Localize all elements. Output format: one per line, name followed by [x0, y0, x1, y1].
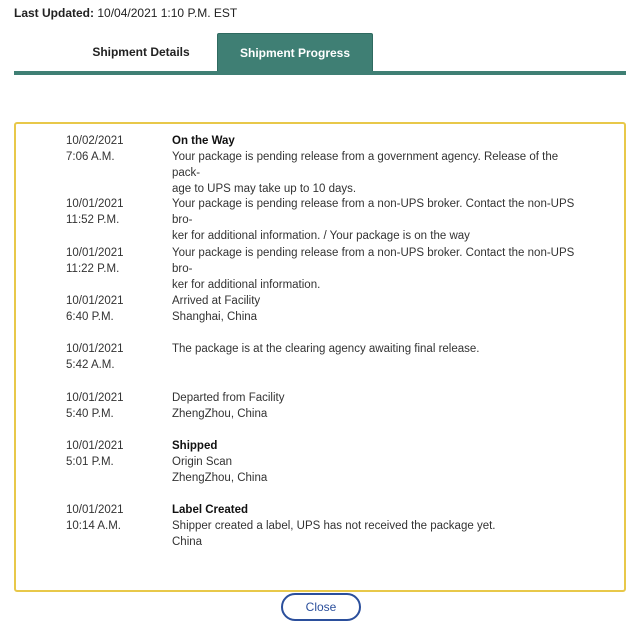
event-datetime [66, 438, 166, 470]
event-time: 5:40 P.M. [66, 408, 114, 420]
event-datetime [66, 196, 166, 228]
event-detail-line: ker for additional information. / Your package is on the way [172, 230, 470, 242]
event-detail-line: ZhengZhou, China [172, 472, 268, 484]
close-button[interactable]: Close [281, 593, 361, 621]
event-detail-line: Your package is pending release from a non-UPS broker. Contact the non-UPS bro- [172, 198, 575, 226]
event-datetime [66, 390, 166, 422]
event-description [172, 502, 582, 550]
progress-panel [14, 122, 626, 592]
event-status-title: Label Created [172, 504, 249, 516]
event-date: 10/01/2021 [66, 392, 124, 404]
event-time: 5:01 P.M. [66, 456, 114, 468]
tab-bar [14, 33, 626, 71]
event-time: 7:06 A.M. [66, 151, 115, 163]
event-description [172, 196, 582, 244]
event-datetime [66, 293, 166, 325]
event-detail-line: Shanghai, China [172, 311, 258, 323]
event-status-title: Shipped [172, 440, 218, 452]
event-datetime [66, 133, 166, 165]
last-updated-label: Last Updated: [14, 6, 95, 20]
tab-shipment-details[interactable]: Shipment Details [92, 45, 190, 59]
tab-shipment-progress[interactable]: Shipment Progress [217, 33, 373, 71]
event-time: 10:14 A.M. [66, 520, 121, 532]
event-description [172, 390, 582, 422]
event-date: 10/01/2021 [66, 343, 124, 355]
event-time: 11:52 P.M. [66, 214, 120, 226]
event-detail-line: ZhengZhou, China [172, 408, 268, 420]
event-date: 10/01/2021 [66, 440, 124, 452]
event-time: 5:42 A.M. [66, 359, 115, 371]
event-detail-line: Arrived at Facility [172, 295, 261, 307]
event-date: 10/01/2021 [66, 295, 124, 307]
event-date: 10/01/2021 [66, 247, 124, 259]
event-description [172, 293, 582, 325]
event-detail-line: Origin Scan [172, 456, 233, 468]
event-time: 6:40 P.M. [66, 311, 114, 323]
event-detail-line: ker for additional information. [172, 279, 321, 291]
event-detail-line: Your package is pending release from a non-UPS broker. Contact the non-UPS bro- [172, 247, 575, 275]
event-datetime [66, 341, 166, 373]
event-datetime [66, 245, 166, 277]
event-datetime [66, 502, 166, 534]
event-detail-line: The package is at the clearing agency awaiting final release. [172, 343, 480, 355]
event-description [172, 133, 582, 197]
event-detail-line: Your package is pending release from a government agency. Release of the pack- [172, 151, 559, 179]
event-detail-line: age to UPS may take up to 10 days. [172, 183, 357, 195]
event-time: 11:22 P.M. [66, 263, 120, 275]
last-updated-value: 10/04/2021 1:10 P.M. EST [97, 6, 238, 20]
event-description [172, 341, 582, 357]
event-date: 10/02/2021 [66, 135, 124, 147]
event-date: 10/01/2021 [66, 198, 124, 210]
event-detail-line: China [172, 536, 203, 548]
event-date: 10/01/2021 [66, 504, 124, 516]
event-description [172, 438, 582, 486]
tab-underline [14, 71, 626, 75]
event-detail-line: Departed from Facility [172, 392, 285, 404]
event-detail-line: Shipper created a label, UPS has not received the package yet. [172, 520, 496, 532]
event-description [172, 245, 582, 293]
event-status-title: On the Way [172, 135, 235, 147]
last-updated [14, 6, 237, 20]
